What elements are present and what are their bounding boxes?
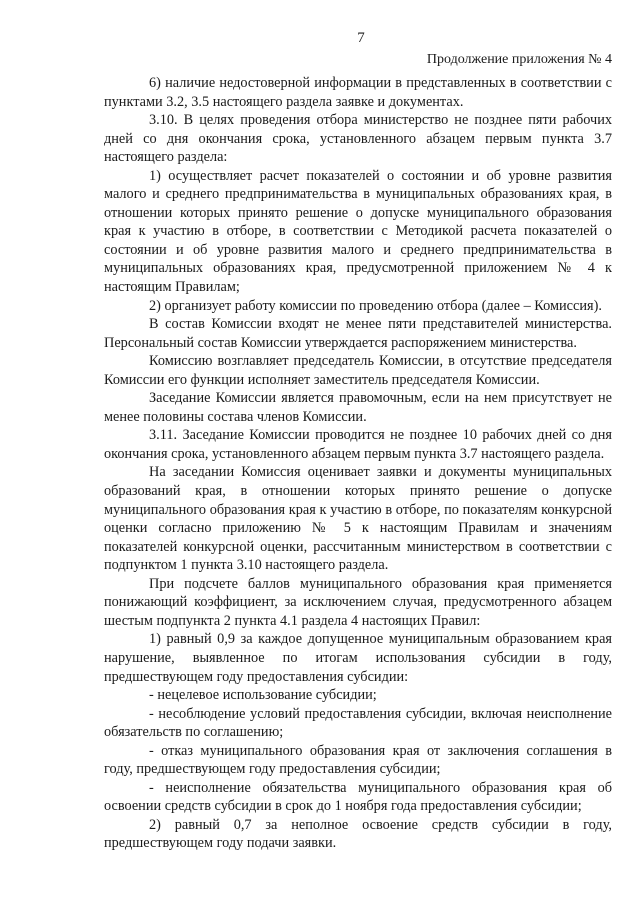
list-item-misuse: - нецелевое использование субсидии; [149, 687, 377, 704]
paragraph-commission-composition: В состав Комиссии входят не менее пяти представителей министерства. Персональный состав Комиссии утверждается распоряжением министерства. [104, 316, 612, 351]
paragraph-commission-chair: Комиссию возглавляет председатель Комиссии, в отсутствие председателя Комиссии его функции исполняет заместитель председателя Комиссии. [104, 353, 612, 388]
paragraph-coefficient-0-7: 2) равный 0,7 за неполное освоение средств субсидии в году, предшествующем году подачи заявки. [104, 816, 612, 852]
paragraph-reduction-coefficient: При подсчете баллов муниципального образования края применяется понижающий коэффициент, за исключением случая, предусмотренного абзацем шестым подпункта 2 пункта 4.1 раздела 4 настоящих Правил: [104, 575, 612, 629]
appendix-continuation-label: Продолжение приложения № 4 [426, 52, 612, 67]
paragraph-3-10: 3.10. В целях проведения отбора министерство не позднее пяти рабочих дней со дня окончания срока, установленного абзацем первым пункта 3.7 настоящего раздела: [104, 112, 612, 166]
list-item-nonfulfillment: - неисполнение обязательства муниципального образования края об освоении средств субсидии в срок до 1 ноября года предоставления субсидии; [104, 779, 612, 815]
paragraph-3-10-1-calculation: 1) осуществляет расчет показателей о состоянии и об уровне развития малого и среднего предпринимательства в муниципальных образованиях края, в отношении которых принято решение о допуске муниципального образования края к участию в отборе, в соответствии с Методикой расчета показателей о состоянии и об уровне развития малого и среднего предпринимательства в муниципальных образованиях края, предусмотренной приложением № 4 к настоящим Правилам; [104, 167, 612, 296]
paragraph-3-11: 3.11. Заседание Комиссии проводится не позднее 10 рабочих дней со дня окончания срока, установленного абзацем первым пункта 3.7 настоящего раздела. [104, 427, 612, 462]
paragraph-item-6-invalid-info: 6) наличие недостоверной информации в представленных в соответствии с пунктами 3.2, 3.5 настоящего раздела заявке и документах. [104, 75, 612, 110]
page-number: 7 [357, 30, 365, 46]
paragraph-commission-evaluation: На заседании Комиссия оценивает заявки и документы муниципальных образований края, в отношении которых принято решение о допуске муниципального образования края к участию в отборе, по показателям конкурсной оценки согласно приложению № 5 к настоящим Правилам и значениям показателей конкурсной оценки, рассчитанным министерством в соответствии с подпунктом 1 пункта 3.10 настоящего раздела. [104, 464, 612, 574]
document-body [104, 74, 612, 853]
paragraph-commission-quorum: Заседание Комиссии является правомочным, если на нем присутствует не менее половины состава членов Комиссии. [104, 390, 612, 425]
paragraph-coefficient-0-9: 1) равный 0,9 за каждое допущенное муниципальным образованием края нарушение, выявленное по итогам использования субсидии в году, предшествующем году предоставления субсидии: [104, 631, 612, 685]
list-item-refusal: - отказ муниципального образования края от заключения соглашения в году, предшествующем году предоставления субсидии; [104, 742, 612, 778]
list-item-noncompliance: - несоблюдение условий предоставления субсидии, включая неисполнение обязательств по соглашению; [104, 705, 612, 741]
paragraph-3-10-2-commission: 2) организует работу комиссии по проведению отбора (далее – Комиссия). [149, 297, 602, 314]
document-page [104, 30, 612, 853]
